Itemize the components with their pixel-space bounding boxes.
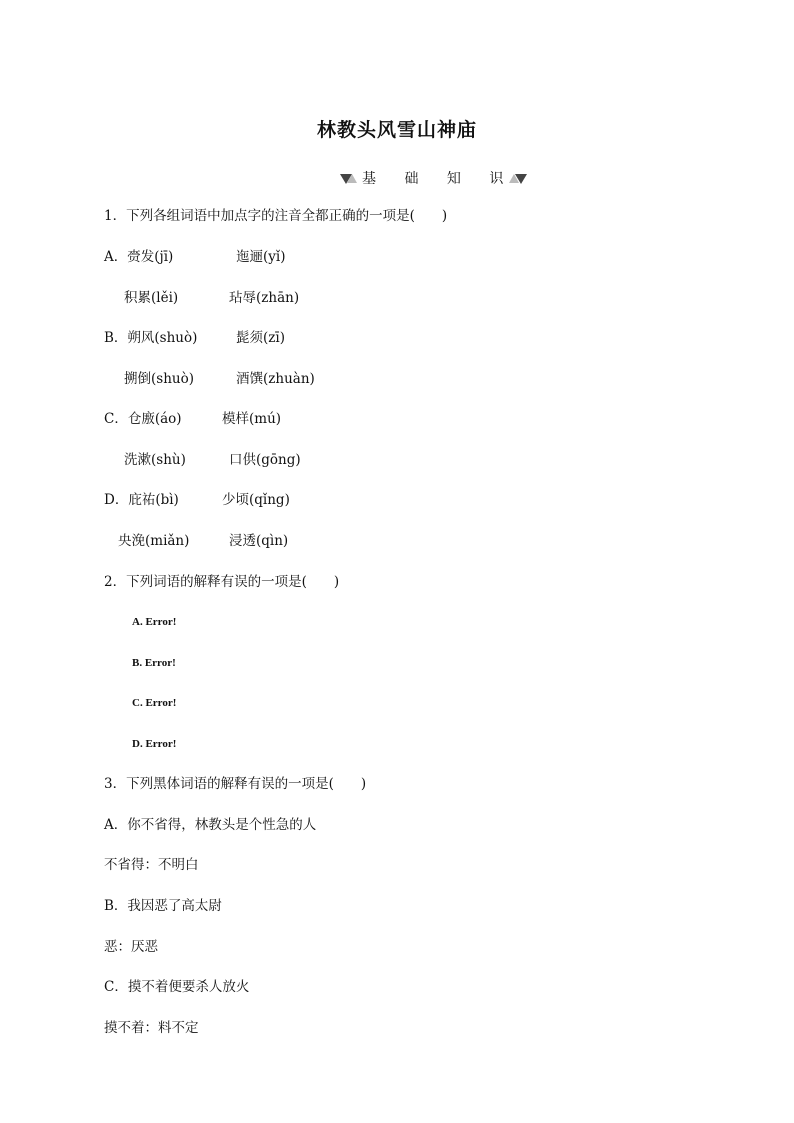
q1-option-c-item-2: 模样(mú) <box>222 411 282 427</box>
q1-option-b-item-2: 髭须(zī) <box>236 330 285 346</box>
q1-option-b-item-3: 搠倒(shuò) <box>124 371 194 387</box>
q2-option-c: C. Error! <box>132 697 177 709</box>
q3-option-c-explanation: 摸不着：料不定 <box>104 1020 199 1036</box>
triangle-right-icon <box>509 171 527 185</box>
q1-option-b-item-1: B．朔风(shuò) <box>104 330 198 346</box>
section-heading <box>340 168 527 188</box>
q3-option-c: C．摸不着便要杀人放火 <box>104 979 250 995</box>
q3-option-a-explanation: 不省得：不明白 <box>104 857 199 873</box>
q2-option-d: D. Error! <box>132 738 177 750</box>
q3-option-b: B．我因恶了高太尉 <box>104 898 222 914</box>
question-1-stem: 1．下列各组词语中加点字的注音全都正确的一项是( ) <box>104 208 448 224</box>
q1-option-c-item-4: 口供(gōng) <box>229 452 301 468</box>
q1-option-a-item-2: 迤逦(yǐ) <box>236 249 286 265</box>
q2-option-a: A. Error! <box>132 616 177 628</box>
q1-option-d-item-1: D．庇祐(bì) <box>104 492 179 508</box>
q1-option-a-item-3: 积累(lěi) <box>124 290 179 306</box>
q1-option-c-item-1: C．仓廒(áo) <box>104 411 182 427</box>
q3-option-b-explanation: 恶：厌恶 <box>104 939 158 955</box>
q1-option-b-item-4: 酒馔(zhuàn) <box>236 371 315 387</box>
q1-option-c-item-3: 洗漱(shù) <box>124 452 186 468</box>
question-2-stem: 2．下列词语的解释有误的一项是( ) <box>104 574 340 590</box>
q3-option-a: A．你不省得，林教头是个性急的人 <box>104 817 317 833</box>
q1-option-a-item-4: 玷辱(zhān) <box>229 290 300 306</box>
q1-option-d-item-4: 浸透(qìn) <box>229 533 289 549</box>
triangle-left-icon <box>340 171 358 185</box>
q1-option-d-item-2: 少顷(qǐng) <box>222 492 290 508</box>
question-3-stem: 3．下列黑体词语的解释有误的一项是( ) <box>104 776 367 792</box>
section-heading-text: 基 础 知 识 <box>362 171 516 187</box>
q1-option-d-item-3: 央浼(miǎn) <box>118 533 190 549</box>
page-title: 林教头风雪山神庙 <box>316 119 477 141</box>
q1-option-a-item-1: A．赍发(jī) <box>104 249 174 265</box>
q2-option-b: B. Error! <box>132 657 176 669</box>
